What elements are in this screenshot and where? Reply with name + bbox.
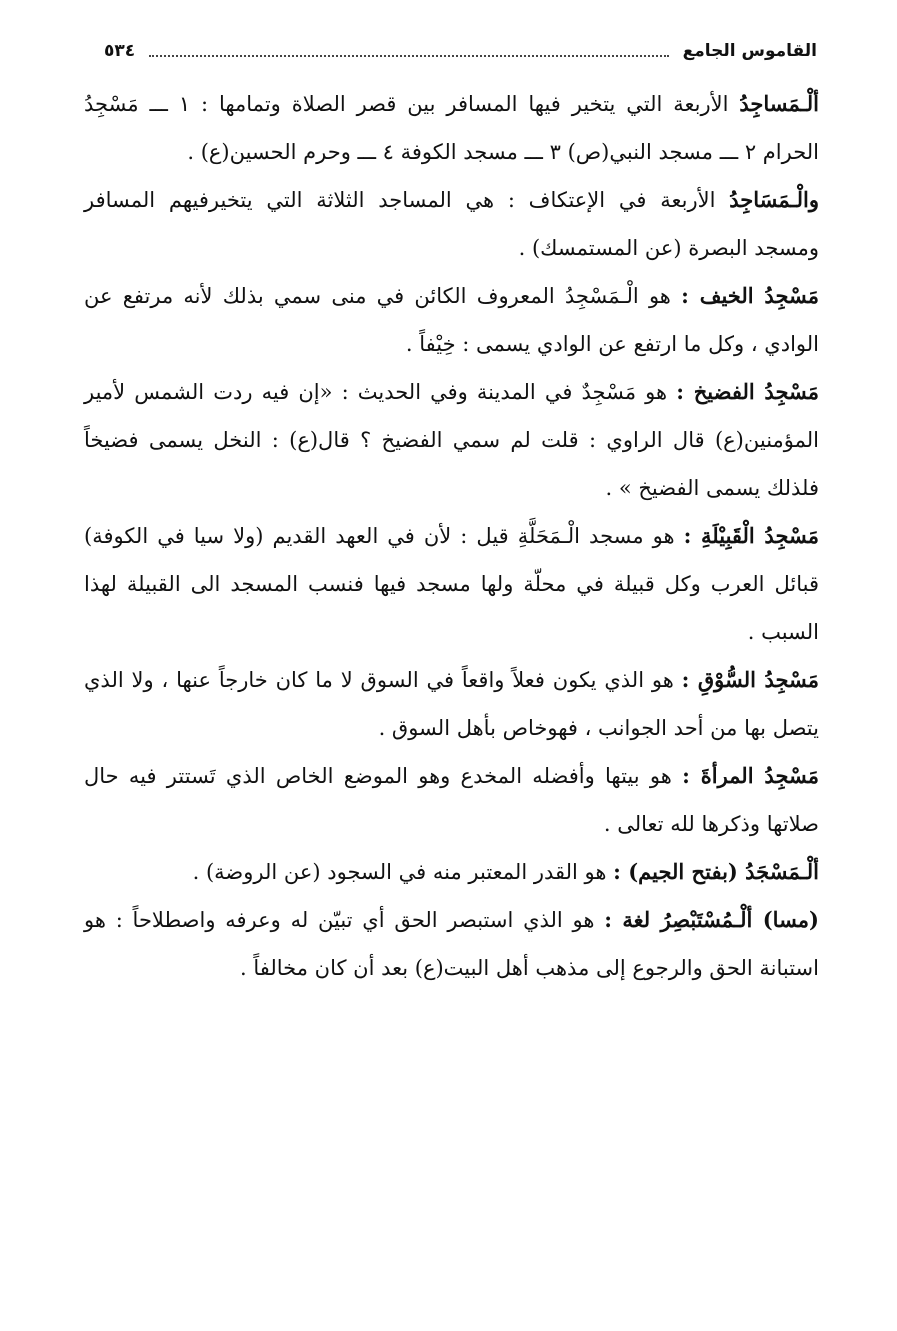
entry-term: مَسْجِدُ الْقَبِيْلَةِ : (683, 523, 819, 548)
entry-term: مَسْجِدُ الخيف : (681, 283, 819, 308)
entry-definition: هو بيتها وأفضله المخدع وهو الموضع الخاص الذي تَستتر فيه حال صلاتها وذكرها لله تعالى . (84, 764, 819, 836)
entry-definition: هو الْـمَسْجِدُ المعروف الكائن في منى سمي بذلك لأنه مرتفع عن الوادي ، وكل ما ارتفع عن الوادي يسمى : خِيْفاً . (84, 284, 819, 356)
entry-term: مَسْجِدُ السُّوْقِ : (681, 667, 820, 692)
entry-term: والْـمَسَاجِدُ (729, 187, 819, 212)
entry-definition: هو مسجد الْـمَحَلَّةِ قيل : لأن في العهد القديم (ولا سيا في الكوفة) قبائل العرب وكل قبيلة في محلّة ولها مسجد فيها فنسب المسجد الى القبيلة لهذا السبب . (84, 524, 819, 644)
entry-definition: الأربعة التي يتخير فيها المسافر بين قصر الصلاة وتمامها : ١ ـــ مَسْجِدُ الحرام ٢ ـــ مسجد النبي(ص) ٣ ـــ مسجد الكوفة ٤ ـــ وحرم الحسين(ع) . (84, 92, 819, 164)
entry-definition: هو القدر المعتبر منه في السجود (عن الروضة) . (192, 860, 614, 884)
entry-al-masjad (84, 848, 819, 896)
dictionary-entries (84, 80, 819, 992)
entry-al-mustabsir (84, 896, 819, 992)
page-number: ٥٣٤ (104, 41, 136, 61)
entry-masjid-al-qabila (84, 512, 819, 656)
entry-term: مَسْجِدُ الفضيخ : (676, 379, 819, 404)
entry-definition: هو مَسْجِدٌ في المدينة وفي الحديث : «إن فيه ردت الشمس لأمير المؤمنين(ع) قال الراوي : قلت لم سمي الفضيخ ؟ قال(ع) : النخل يسمى فضيخاً فلذلك يسمى الفضيخ » . (84, 380, 819, 500)
entry-term: ألْـمَسْجَدُ (بفتح الجيم) : (613, 859, 819, 884)
entry-definition: الأربعة في الإعتكاف : هي المساجد الثلاثة التي يتخيرفيهم المسافر ومسجد البصرة (عن المستمسك) . (84, 188, 819, 260)
entry-masjid-al-suq (84, 656, 819, 752)
header-dot-leader (149, 54, 668, 57)
entry-masjid-al-khayf (84, 272, 819, 368)
entry-al-masajid-itikaf (84, 176, 819, 272)
entry-term: مَسْجِدُ المرأةَ : (682, 763, 819, 788)
entry-masjid-al-mara (84, 752, 819, 848)
entry-definition: هو الذي استبصر الحق أي تبيّن له وعرفه واصطلاحاً : هو استبانة الحق والرجوع إلى مذهب أهل البيت(ع) بعد أن كان مخالفاً . (84, 908, 819, 980)
entry-term: ألْـمَساجِدُ (739, 91, 819, 116)
entry-term: (مسا) ألْـمُسْتَبْصِرُ لغة : (604, 907, 819, 932)
running-title: القاموس الجامع (682, 41, 817, 61)
entry-al-masajid-travel (84, 80, 819, 176)
entry-definition: هو الذي يكون فعلاً واقعاً في السوق لا ما كان خارجاً عنها ، ولا الذي يتصل بها من أحد الجوانب ، فهوخاص بأهل السوق . (84, 668, 819, 740)
entry-masjid-al-fadikh (84, 368, 819, 512)
page-header (104, 34, 817, 68)
